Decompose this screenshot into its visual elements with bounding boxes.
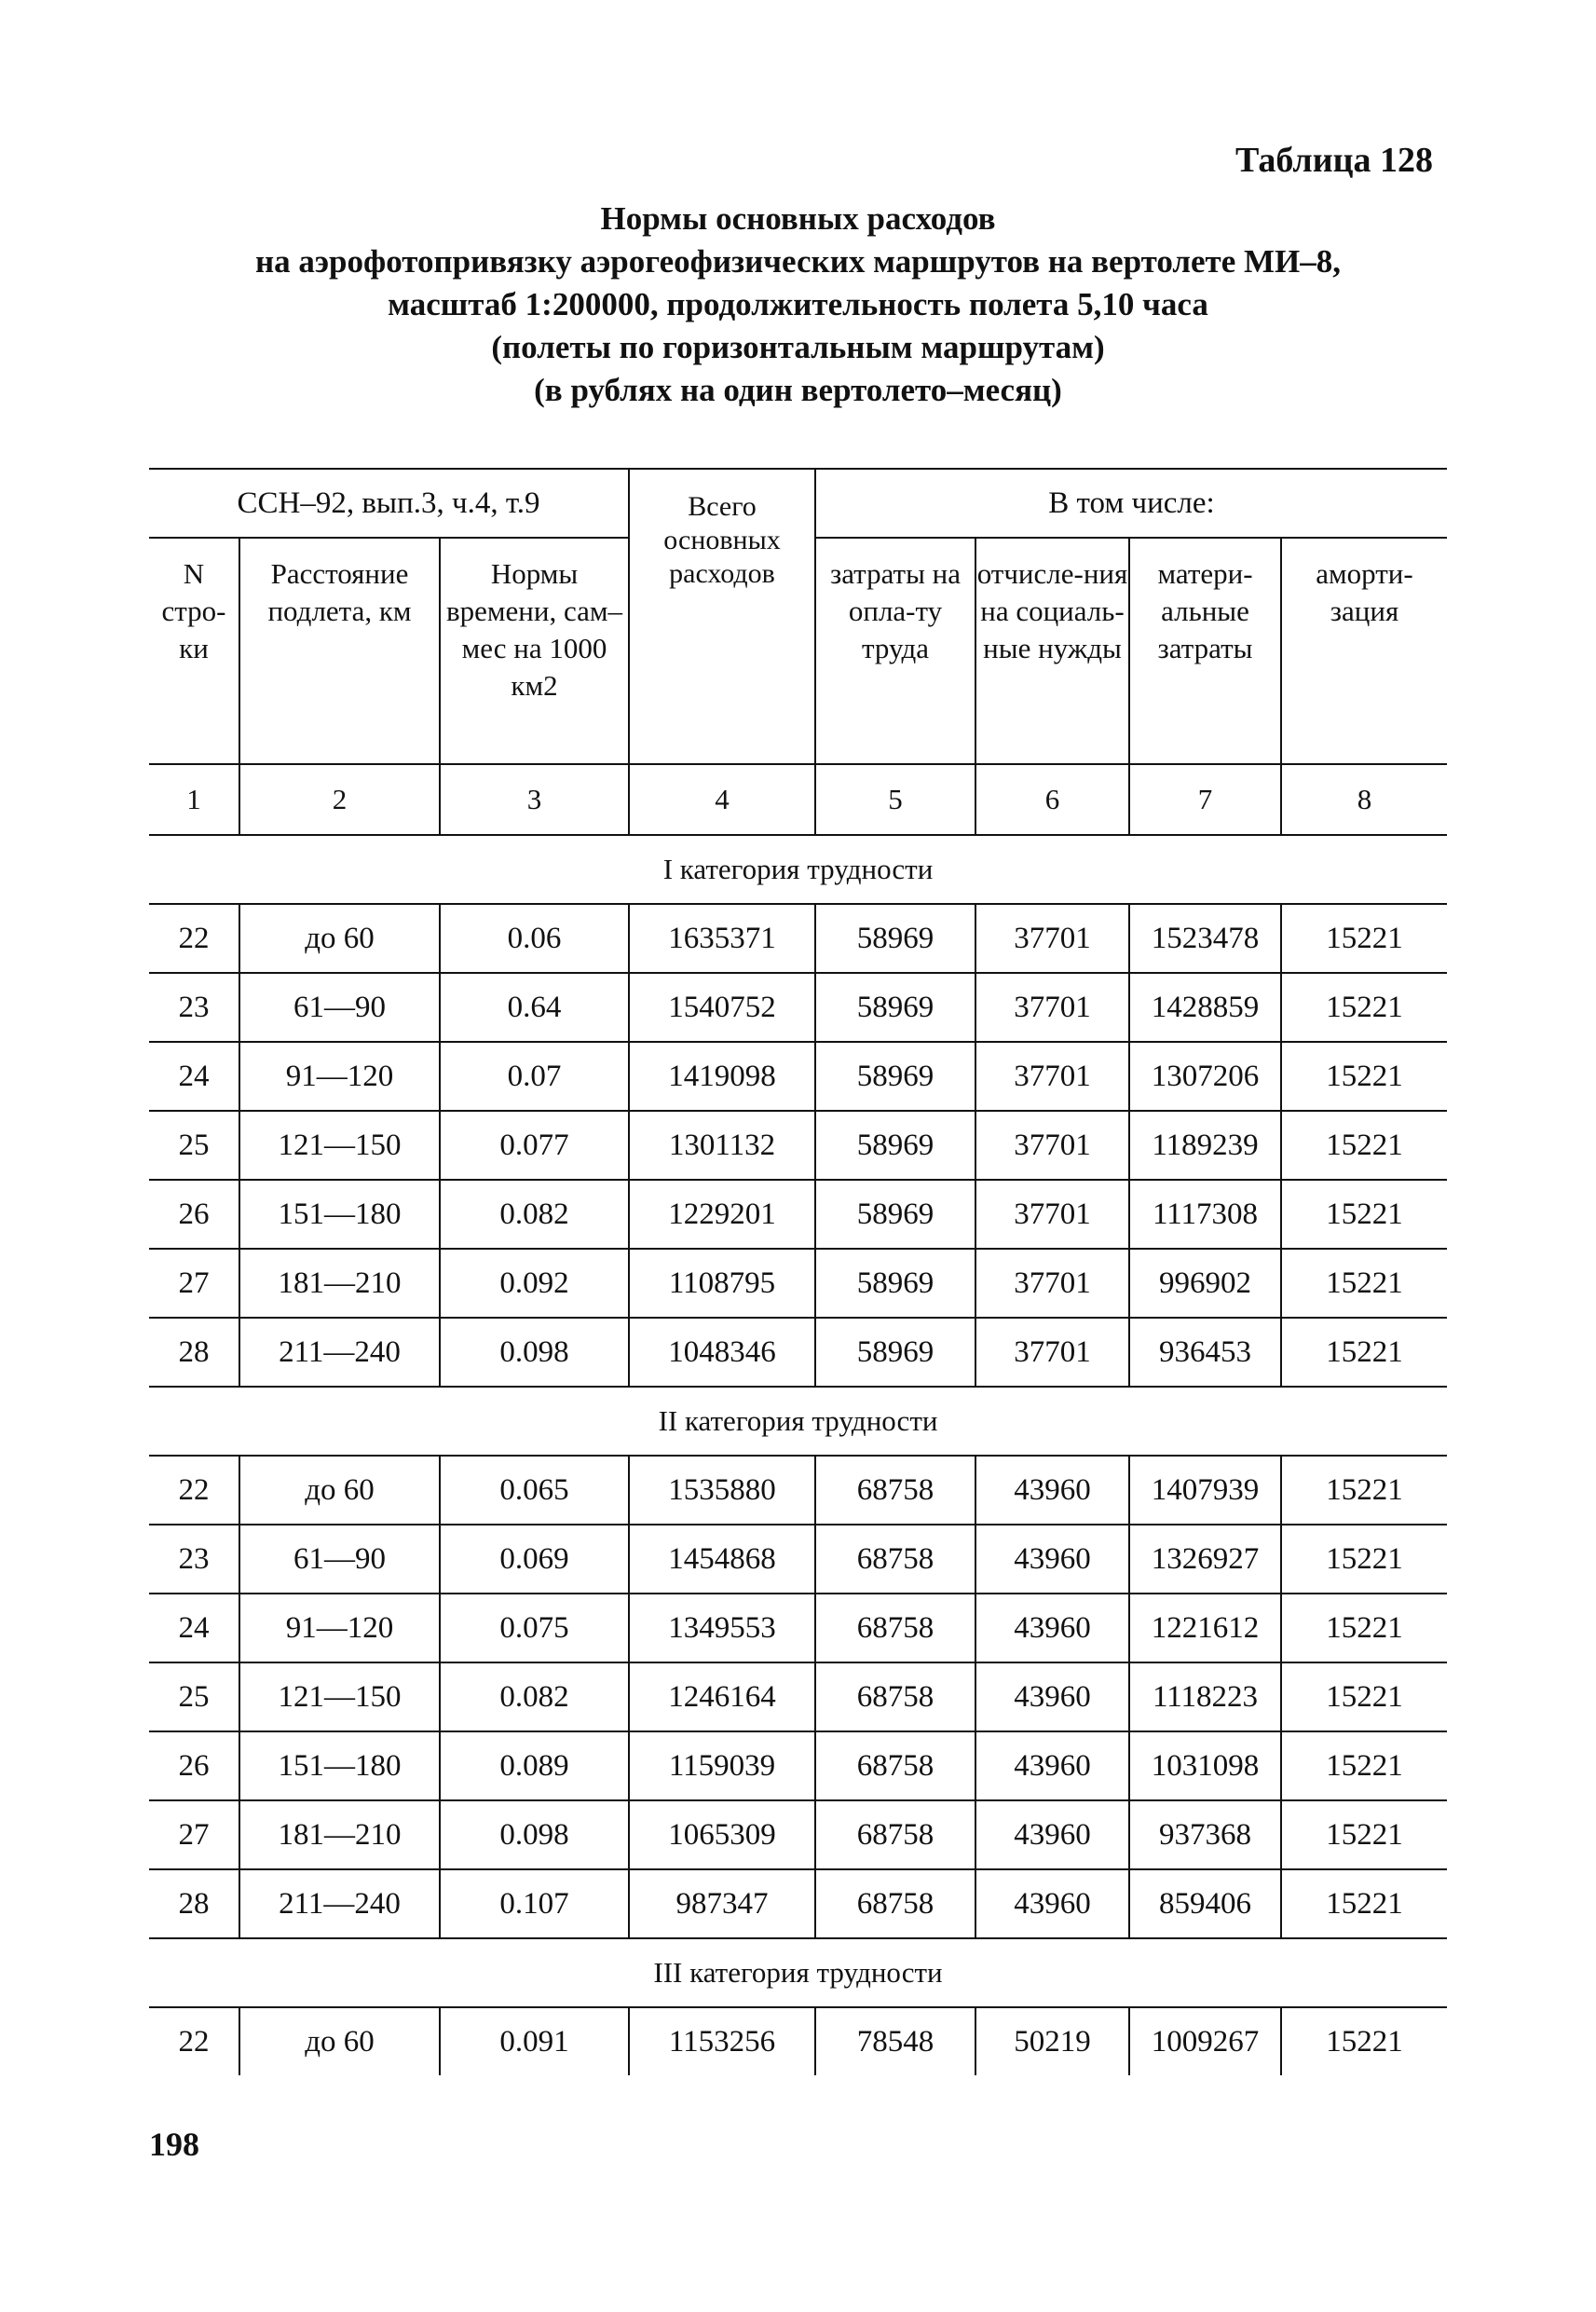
table-cell: 15221	[1281, 1662, 1447, 1731]
table-cell: 1159039	[629, 1731, 815, 1800]
table-cell: 987347	[629, 1869, 815, 1938]
title-line: (в рублях на один вертолето–месяц)	[534, 372, 1062, 408]
table-cell: 58969	[815, 1042, 975, 1111]
category-row	[149, 1387, 1447, 1456]
table-cell: 68758	[815, 1869, 975, 1938]
table-cell: 58969	[815, 973, 975, 1042]
table-cell: 68758	[815, 1662, 975, 1731]
category-title: II категория трудности	[149, 1387, 1447, 1456]
header-material-costs: матери-альные затраты	[1129, 538, 1281, 764]
table-cell: 37701	[975, 973, 1129, 1042]
table-cell: 43960	[975, 1594, 1129, 1662]
table-cell: 58969	[815, 1318, 975, 1387]
table-cell: 15221	[1281, 1456, 1447, 1525]
table-cell: 1349553	[629, 1594, 815, 1662]
table-cell: 0.065	[440, 1456, 629, 1525]
table-cell: 0.06	[440, 904, 629, 973]
table-cell: 1523478	[1129, 904, 1281, 973]
table-cell: 43960	[975, 1869, 1129, 1938]
table-cell: 26	[149, 1180, 239, 1249]
column-number: 8	[1281, 764, 1447, 835]
column-number: 3	[440, 764, 629, 835]
table-row	[149, 1731, 1447, 1800]
table-cell: 1246164	[629, 1662, 815, 1731]
table-cell: 0.082	[440, 1662, 629, 1731]
table-header	[149, 469, 1447, 835]
table-cell: 1454868	[629, 1525, 815, 1594]
table-cell: 43960	[975, 1800, 1129, 1869]
table-cell: 0.092	[440, 1249, 629, 1318]
table-cell: 1635371	[629, 904, 815, 973]
table-cell: 23	[149, 1525, 239, 1594]
table-cell: 15221	[1281, 1731, 1447, 1800]
table-cell: 1048346	[629, 1318, 815, 1387]
table-cell: 121—150	[239, 1111, 440, 1180]
table-cell: 43960	[975, 1662, 1129, 1731]
table-cell: 61—90	[239, 973, 440, 1042]
table-cell: 91—120	[239, 1594, 440, 1662]
table-cell: 0.069	[440, 1525, 629, 1594]
title-line: Нормы основных расходов	[600, 200, 996, 237]
header-labor-costs: затраты на опла-ту труда	[815, 538, 975, 764]
header-time-norms: Нормы времени, сам–мес на 1000 км2	[440, 538, 629, 764]
table-row	[149, 973, 1447, 1042]
table-cell: 1407939	[1129, 1456, 1281, 1525]
table-cell: 15221	[1281, 1594, 1447, 1662]
table-body	[149, 835, 1447, 2075]
table-cell: 0.107	[440, 1869, 629, 1938]
table-cell: 181—210	[239, 1800, 440, 1869]
table-cell: 0.082	[440, 1180, 629, 1249]
table-cell: 68758	[815, 1456, 975, 1525]
title-line: (полеты по горизонтальным маршрутам)	[491, 329, 1105, 365]
norms-table	[149, 468, 1447, 2075]
table-cell: 15221	[1281, 1869, 1447, 1938]
table-cell: 61—90	[239, 1525, 440, 1594]
table-cell: 1419098	[629, 1042, 815, 1111]
table-row	[149, 1249, 1447, 1318]
table-cell: 1428859	[1129, 973, 1281, 1042]
table-cell: 26	[149, 1731, 239, 1800]
table-cell: 1540752	[629, 973, 815, 1042]
table-cell: 0.098	[440, 1800, 629, 1869]
table-cell: 22	[149, 1456, 239, 1525]
table-cell: 28	[149, 1869, 239, 1938]
table-cell: 211—240	[239, 1318, 440, 1387]
header-distance: Расстояние подлета, км	[239, 538, 440, 764]
table-cell: 22	[149, 904, 239, 973]
column-number: 5	[815, 764, 975, 835]
table-cell: 15221	[1281, 1180, 1447, 1249]
table-cell: 1301132	[629, 1111, 815, 1180]
table-cell: 91—120	[239, 1042, 440, 1111]
table-row	[149, 1180, 1447, 1249]
table-cell: 937368	[1129, 1800, 1281, 1869]
table-cell: 0.64	[440, 973, 629, 1042]
category-title: III категория трудности	[149, 1938, 1447, 2007]
table-cell: 37701	[975, 1042, 1129, 1111]
table-cell: 0.089	[440, 1731, 629, 1800]
table-cell: 27	[149, 1249, 239, 1318]
table-row	[149, 1456, 1447, 1525]
table-cell: 37701	[975, 1111, 1129, 1180]
table-cell: 0.07	[440, 1042, 629, 1111]
column-number: 1	[149, 764, 239, 835]
table-cell: 58969	[815, 1249, 975, 1318]
table-cell: 1153256	[629, 2007, 815, 2075]
table-cell: 1108795	[629, 1249, 815, 1318]
table-cell: 58969	[815, 904, 975, 973]
table-cell: 37701	[975, 1318, 1129, 1387]
table-cell: 15221	[1281, 1042, 1447, 1111]
table-row	[149, 904, 1447, 973]
header-social-deductions: отчисле-ния на социаль-ные нужды	[975, 538, 1129, 764]
table-cell: 68758	[815, 1800, 975, 1869]
table-cell: 1229201	[629, 1180, 815, 1249]
category-row	[149, 835, 1447, 904]
table-label: Таблица 128	[1235, 141, 1433, 180]
table-row	[149, 1869, 1447, 1938]
table-cell: 58969	[815, 1111, 975, 1180]
table-cell: 78548	[815, 2007, 975, 2075]
table-row	[149, 2007, 1447, 2075]
table-cell: 43960	[975, 1731, 1129, 1800]
table-cell: 1535880	[629, 1456, 815, 1525]
table-cell: 181—210	[239, 1249, 440, 1318]
table-cell: 0.098	[440, 1318, 629, 1387]
table-cell: 37701	[975, 1249, 1129, 1318]
table-cell: 936453	[1129, 1318, 1281, 1387]
table-cell: 43960	[975, 1525, 1129, 1594]
table-cell: 50219	[975, 2007, 1129, 2075]
table-cell: 15221	[1281, 1249, 1447, 1318]
table-cell: 25	[149, 1111, 239, 1180]
table-cell: 1117308	[1129, 1180, 1281, 1249]
table-cell: 15221	[1281, 1318, 1447, 1387]
table-cell: 0.075	[440, 1594, 629, 1662]
category-row	[149, 1938, 1447, 2007]
column-number: 6	[975, 764, 1129, 835]
table-cell: 24	[149, 1042, 239, 1111]
table-cell: 68758	[815, 1731, 975, 1800]
table-cell: 68758	[815, 1594, 975, 1662]
table-cell: 27	[149, 1800, 239, 1869]
table-cell: 121—150	[239, 1662, 440, 1731]
column-numbers-row	[149, 764, 1447, 835]
table-cell: 24	[149, 1594, 239, 1662]
header-depreciation: аморти-зация	[1281, 538, 1447, 764]
table-cell: 37701	[975, 1180, 1129, 1249]
table-row	[149, 1111, 1447, 1180]
table-row	[149, 1318, 1447, 1387]
title-line: масштаб 1:200000, продолжительность полета 5,10 часа	[388, 286, 1208, 322]
table-cell: до 60	[239, 2007, 440, 2075]
table-cell: 996902	[1129, 1249, 1281, 1318]
table-cell: 211—240	[239, 1869, 440, 1938]
table-cell: 0.077	[440, 1111, 629, 1180]
table-cell: 151—180	[239, 1731, 440, 1800]
table-cell: 1326927	[1129, 1525, 1281, 1594]
table-cell: 0.091	[440, 2007, 629, 2075]
table-cell: 43960	[975, 1456, 1129, 1525]
title-line: на аэрофотопривязку аэрогеофизических маршрутов на вертолете МИ–8,	[254, 243, 1342, 280]
header-ssn: ССН–92, вып.3, ч.4, т.9	[149, 469, 629, 538]
table-cell: 15221	[1281, 1525, 1447, 1594]
category-title: I категория трудности	[149, 835, 1447, 904]
column-number: 7	[1129, 764, 1281, 835]
table-title	[149, 198, 1447, 412]
table-cell: 1065309	[629, 1800, 815, 1869]
table-cell: 1189239	[1129, 1111, 1281, 1180]
table-cell: 15221	[1281, 2007, 1447, 2075]
header-row-number: N стро-ки	[149, 538, 239, 764]
table-cell: 68758	[815, 1525, 975, 1594]
table-cell: 37701	[975, 904, 1129, 973]
table-cell: 23	[149, 973, 239, 1042]
table-cell: 859406	[1129, 1869, 1281, 1938]
table-row	[149, 1594, 1447, 1662]
page-number: 198	[149, 2126, 199, 2163]
table-cell: 25	[149, 1662, 239, 1731]
table-cell: 1307206	[1129, 1042, 1281, 1111]
table-row	[149, 1800, 1447, 1869]
table-cell: 15221	[1281, 904, 1447, 973]
header-including: В том числе:	[815, 469, 1447, 538]
table-cell: 22	[149, 2007, 239, 2075]
table-cell: 15221	[1281, 1111, 1447, 1180]
table-cell: до 60	[239, 1456, 440, 1525]
table-cell: 1031098	[1129, 1731, 1281, 1800]
table-cell: 1221612	[1129, 1594, 1281, 1662]
column-number: 4	[629, 764, 815, 835]
table-cell: 151—180	[239, 1180, 440, 1249]
table-cell: 15221	[1281, 973, 1447, 1042]
header-total: Всего основных расходов	[629, 469, 815, 764]
table-cell: 28	[149, 1318, 239, 1387]
table-cell: 1009267	[1129, 2007, 1281, 2075]
table-row	[149, 1042, 1447, 1111]
table-cell: 1118223	[1129, 1662, 1281, 1731]
table-cell: до 60	[239, 904, 440, 973]
column-number: 2	[239, 764, 440, 835]
table-cell: 15221	[1281, 1800, 1447, 1869]
table-row	[149, 1662, 1447, 1731]
table-cell: 58969	[815, 1180, 975, 1249]
table-row	[149, 1525, 1447, 1594]
